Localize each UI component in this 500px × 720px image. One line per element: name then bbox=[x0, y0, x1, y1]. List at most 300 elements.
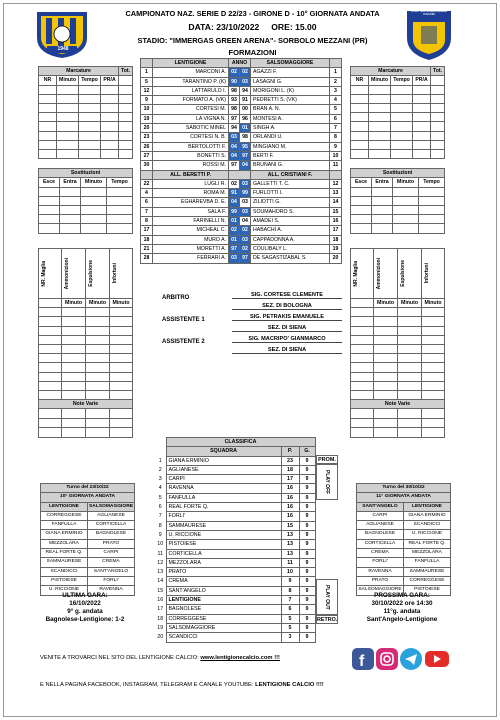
home-player-year: 04 bbox=[229, 151, 240, 160]
fixture-home: FORLI' bbox=[357, 558, 404, 567]
away-shirt-number: 19 bbox=[330, 244, 342, 253]
blank-cell bbox=[391, 131, 413, 140]
away-player-year: 02 bbox=[240, 226, 251, 235]
fixture-away: SCANDICCI bbox=[404, 521, 451, 530]
blank-cell bbox=[419, 196, 445, 205]
blank-cell bbox=[419, 215, 445, 224]
left-col-sost-tempo: Tempo bbox=[107, 178, 133, 187]
lineup-row bbox=[141, 68, 342, 77]
blank-row bbox=[39, 428, 133, 437]
ultima-gara-result: Bagnolese-Lentigione: 1-2 bbox=[45, 616, 125, 623]
standings-team: BAGNOLESE bbox=[166, 605, 281, 614]
fixture-away: PRATO bbox=[88, 539, 135, 548]
turno-right-away: LENTIGIONE bbox=[404, 502, 451, 511]
blank-cell bbox=[62, 428, 86, 437]
blank-cell bbox=[86, 363, 110, 372]
standings-row bbox=[155, 475, 315, 484]
home-shirt-number: 5 bbox=[141, 77, 153, 86]
blank-cell bbox=[351, 390, 374, 399]
blank-cell bbox=[110, 345, 133, 354]
blank-cell bbox=[351, 103, 369, 112]
blank-cell bbox=[39, 122, 57, 131]
facebook-icon[interactable] bbox=[352, 648, 374, 670]
standings-row bbox=[155, 503, 315, 512]
blank-row bbox=[351, 390, 445, 399]
home-player-year: 99 bbox=[229, 207, 240, 216]
blank-row bbox=[39, 390, 133, 399]
home-player-year: 98 bbox=[229, 86, 240, 95]
blank-cell bbox=[398, 372, 422, 381]
blank-cell bbox=[351, 345, 374, 354]
standings-points: 16 bbox=[281, 512, 299, 521]
blank-cell bbox=[351, 317, 374, 326]
lineup-row bbox=[141, 179, 342, 188]
blank-cell bbox=[351, 149, 369, 158]
blank-cell bbox=[351, 140, 369, 149]
blank-cell bbox=[374, 381, 398, 390]
blank-cell bbox=[431, 85, 445, 94]
blank-cell bbox=[62, 354, 86, 363]
blank-row bbox=[39, 224, 133, 233]
blank-cell bbox=[57, 122, 79, 131]
blank-cell bbox=[372, 196, 393, 205]
blank-cell bbox=[351, 187, 372, 196]
header-date: DATA: 23/10/2022 ORE: 15.00 bbox=[188, 22, 317, 32]
footer-text: VENITE A TROVARCI NEL SITO DEL LENTIGIONE CALCIO: bbox=[40, 655, 201, 661]
logo-left-text: LENTIGIONE CALCIO bbox=[43, 7, 83, 11]
lineup-row bbox=[141, 207, 342, 216]
away-player-name: MORIGONI L. (K) bbox=[251, 86, 330, 95]
fixture-row bbox=[357, 539, 451, 548]
blank-row bbox=[39, 409, 133, 418]
away-shirt-number: 15 bbox=[330, 207, 342, 216]
coach-row bbox=[141, 170, 342, 179]
lineup-row bbox=[141, 124, 342, 133]
lineup-row bbox=[141, 198, 342, 207]
away-player-name: AGAZZI F. bbox=[251, 68, 330, 77]
fixture-away: GIANA ERMINIO bbox=[404, 511, 451, 520]
blank-cell bbox=[110, 409, 133, 418]
blank-cell bbox=[422, 372, 445, 381]
footer-line2 bbox=[40, 682, 324, 688]
fixture-home: GIANA ERMINIO bbox=[41, 530, 88, 539]
blank-cell bbox=[374, 345, 398, 354]
fixture-home: PRATO bbox=[357, 576, 404, 585]
standings-games: 9 bbox=[299, 549, 315, 558]
blank-cell bbox=[39, 131, 57, 140]
blank-cell bbox=[393, 187, 419, 196]
standings-team: PISTOIESE bbox=[166, 540, 281, 549]
left-col-tempo: Tempo bbox=[79, 76, 101, 85]
blank-row bbox=[39, 205, 133, 214]
standings-games: 9 bbox=[299, 475, 315, 484]
blank-cell bbox=[119, 131, 133, 140]
blank-row bbox=[39, 140, 133, 149]
turno-left-title: Turno del 23/10/22 bbox=[41, 484, 135, 493]
blank-cell bbox=[86, 409, 110, 418]
fixture-away: CORREGGESE bbox=[404, 576, 451, 585]
svg-text:f: f bbox=[359, 653, 365, 670]
standings-team: MEZZOLARA bbox=[166, 558, 281, 567]
blank-row bbox=[39, 103, 133, 112]
standings-games: 9 bbox=[299, 530, 315, 539]
standings-row bbox=[155, 577, 315, 586]
blank-cell bbox=[422, 345, 445, 354]
right-col-espulsione: Espulsione bbox=[400, 260, 406, 287]
blank-cell bbox=[57, 103, 79, 112]
prossima-gara-block bbox=[346, 592, 458, 624]
blank-cell bbox=[86, 381, 110, 390]
blank-cell bbox=[391, 149, 413, 158]
away-shirt-number: 16 bbox=[330, 217, 342, 226]
blank-cell bbox=[374, 326, 398, 335]
fixture-away: CREMA bbox=[88, 558, 135, 567]
left-discipline-table bbox=[38, 248, 133, 438]
blank-cell bbox=[39, 308, 62, 317]
blank-cell bbox=[351, 335, 374, 344]
blank-row bbox=[39, 317, 133, 326]
standings-games: 9 bbox=[299, 512, 315, 521]
home-player-name: TARANTINO P. (K) bbox=[153, 77, 229, 86]
standings-points: 10 bbox=[281, 568, 299, 577]
blank-cell bbox=[86, 308, 110, 317]
blank-cell bbox=[57, 113, 79, 122]
lineup-row bbox=[141, 189, 342, 198]
fixture-row bbox=[41, 530, 135, 539]
blank-cell bbox=[110, 317, 133, 326]
ultima-gara-giornata: 9° g. andata bbox=[67, 608, 103, 615]
blank-cell bbox=[101, 131, 119, 140]
away-player-name: HABACHI A. bbox=[251, 226, 330, 235]
left-minuto-c: Minuto bbox=[110, 299, 133, 308]
header-formazioni: FORMAZIONI bbox=[228, 48, 277, 57]
left-col-pra: PR/A bbox=[101, 76, 119, 85]
away-player-year: 01 bbox=[240, 124, 251, 133]
arbitro-label: ARBITRO bbox=[162, 295, 190, 301]
fixture-row bbox=[41, 549, 135, 558]
blank-cell bbox=[81, 224, 107, 233]
standings-points: 5 bbox=[281, 623, 299, 632]
left-col-ammonizioni: Ammonizioni bbox=[64, 257, 70, 290]
blank-row bbox=[351, 196, 445, 205]
fixture-away: CARPI bbox=[88, 549, 135, 558]
standings-row bbox=[155, 484, 315, 493]
fixture-home: CARPI bbox=[357, 511, 404, 520]
away-player-year: 03 bbox=[240, 77, 251, 86]
blank-cell bbox=[60, 205, 81, 214]
blank-cell bbox=[422, 354, 445, 363]
blank-cell bbox=[119, 140, 133, 149]
home-player-name: MARCONI A. bbox=[153, 68, 229, 77]
blank-cell bbox=[79, 131, 101, 140]
blank-row bbox=[351, 205, 445, 214]
turno-left-sub: 10° GIORNATA ANDATA bbox=[41, 493, 135, 502]
blank-row bbox=[39, 215, 133, 224]
lineup-row bbox=[141, 226, 342, 235]
blank-cell bbox=[39, 224, 60, 233]
blank-cell bbox=[431, 149, 445, 158]
home-player-name: EGHAREVBA D. E. bbox=[153, 198, 229, 207]
blank-cell bbox=[413, 131, 431, 140]
home-shirt-number: 8 bbox=[141, 217, 153, 226]
standings-points: 8 bbox=[281, 586, 299, 595]
blank-cell bbox=[86, 335, 110, 344]
home-player-year: 04 bbox=[229, 198, 240, 207]
left-sostituzioni-label: Sostituzioni bbox=[39, 169, 133, 178]
blank-cell bbox=[413, 103, 431, 112]
away-shirt-number: 6 bbox=[330, 114, 342, 123]
youtube-icon[interactable] bbox=[424, 648, 450, 670]
blank-cell bbox=[107, 215, 133, 224]
blank-cell bbox=[107, 187, 133, 196]
right-col-minuto: Minuto bbox=[369, 76, 391, 85]
home-player-year: 93 bbox=[229, 96, 240, 105]
arbitro-name: SIG. CORTESE CLEMENTE bbox=[232, 292, 342, 299]
blank-cell bbox=[110, 326, 133, 335]
blank-row bbox=[351, 140, 445, 149]
left-subs-table bbox=[38, 168, 133, 234]
standings-points: 23 bbox=[281, 456, 299, 465]
blank-cell bbox=[119, 122, 133, 131]
fixture-away: RAVENNA bbox=[88, 586, 135, 595]
fixture-away: AGLIANESE bbox=[88, 511, 135, 520]
blank-cell bbox=[372, 205, 393, 214]
home-shirt-number: 18 bbox=[141, 235, 153, 244]
lineup-row bbox=[141, 105, 342, 114]
standings-games: 9 bbox=[299, 577, 315, 586]
blank-row bbox=[351, 326, 445, 335]
blank-cell bbox=[351, 215, 372, 224]
blank-cell bbox=[413, 149, 431, 158]
home-shirt-number: 6 bbox=[141, 198, 153, 207]
standings-games: 9 bbox=[299, 465, 315, 474]
fixture-away: MEZZOLARA bbox=[404, 549, 451, 558]
left-minuto-b: Minuto bbox=[86, 299, 110, 308]
blank-row bbox=[351, 149, 445, 158]
blank-cell bbox=[62, 418, 86, 427]
standings-games: 9 bbox=[299, 540, 315, 549]
right-col-nr: NR bbox=[351, 76, 369, 85]
fixture-row bbox=[41, 558, 135, 567]
standings-position: 20 bbox=[157, 634, 164, 641]
home-player-year: 91 bbox=[229, 189, 240, 198]
blank-cell bbox=[62, 326, 86, 335]
away-player-year: 91 bbox=[240, 96, 251, 105]
assistente1-sezione: SEZ. DI SIENA bbox=[232, 325, 342, 332]
fixture-home: SAMMAURESE bbox=[41, 558, 88, 567]
standings-position: 17 bbox=[157, 606, 164, 613]
blank-cell bbox=[39, 140, 57, 149]
away-shirt-number: 9 bbox=[330, 142, 342, 151]
standings-position: 13 bbox=[157, 569, 164, 576]
blank-row bbox=[351, 187, 445, 196]
home-shirt-number: 21 bbox=[141, 244, 153, 253]
right-col-esce: Esce bbox=[351, 178, 372, 187]
blank-cell bbox=[110, 335, 133, 344]
blank-cell bbox=[81, 215, 107, 224]
blank-cell bbox=[431, 103, 445, 112]
blank-cell bbox=[39, 85, 57, 94]
blank-cell bbox=[60, 196, 81, 205]
fixture-home: CREMA bbox=[357, 549, 404, 558]
blank-cell bbox=[398, 390, 422, 399]
blank-cell bbox=[39, 354, 62, 363]
fixture-row bbox=[41, 539, 135, 548]
away-player-year: 99 bbox=[240, 189, 251, 198]
band-retrocessione: RETRO. bbox=[317, 617, 338, 623]
header-stadium: STADIO: "IMMERGAS GREEN ARENA"- SORBOLO MEZZANI (PR) bbox=[137, 36, 368, 45]
right-col-ammonizioni: Ammonizioni bbox=[376, 257, 382, 290]
standings-position: 18 bbox=[157, 615, 164, 622]
fixture-home: SCANDICCI bbox=[41, 567, 88, 576]
blank-cell bbox=[110, 428, 133, 437]
blank-cell bbox=[86, 345, 110, 354]
blank-row bbox=[351, 122, 445, 131]
standings-row bbox=[155, 605, 315, 614]
blank-cell bbox=[351, 94, 369, 103]
blank-cell bbox=[351, 381, 374, 390]
standings-position: 14 bbox=[157, 578, 164, 585]
blank-cell bbox=[39, 326, 62, 335]
blank-row bbox=[39, 326, 133, 335]
left-scorers-table bbox=[38, 66, 133, 159]
blank-cell bbox=[101, 103, 119, 112]
blank-row bbox=[351, 363, 445, 372]
blank-cell bbox=[60, 187, 81, 196]
away-shirt-number: 3 bbox=[330, 86, 342, 95]
blank-cell bbox=[369, 140, 391, 149]
blank-cell bbox=[79, 113, 101, 122]
blank-row bbox=[351, 345, 445, 354]
fixture-home: CORTICELLA bbox=[357, 539, 404, 548]
blank-cell bbox=[39, 94, 57, 103]
home-player-name: CORTESI M. bbox=[153, 105, 229, 114]
blank-cell bbox=[39, 428, 62, 437]
blank-cell bbox=[81, 205, 107, 214]
fixture-row bbox=[357, 530, 451, 539]
blank-cell bbox=[62, 363, 86, 372]
blank-cell bbox=[351, 428, 374, 437]
standings-points: 7 bbox=[281, 596, 299, 605]
telegram-icon[interactable] bbox=[400, 648, 422, 670]
blank-row bbox=[39, 85, 133, 94]
blank-cell bbox=[79, 149, 101, 158]
away-player-year: 03 bbox=[240, 198, 251, 207]
blank-row bbox=[39, 354, 133, 363]
blank-cell bbox=[119, 103, 133, 112]
blank-cell bbox=[62, 381, 86, 390]
turno-right-table bbox=[356, 483, 451, 596]
fixture-row bbox=[41, 567, 135, 576]
assistente2-sezione: SEZ. DI SIENA bbox=[232, 347, 342, 354]
blank-cell bbox=[60, 215, 81, 224]
blank-cell bbox=[86, 372, 110, 381]
right-col-pra: PR/A bbox=[413, 76, 431, 85]
blank-cell bbox=[57, 131, 79, 140]
blank-row bbox=[351, 224, 445, 233]
home-player-name: LATTARULO I. bbox=[153, 86, 229, 95]
website-link[interactable]: www.lentigionecalcio.com !!! bbox=[200, 655, 280, 661]
fixture-away: REAL FORTE Q. bbox=[404, 539, 451, 548]
officials-block bbox=[152, 292, 348, 358]
standings-position: 3 bbox=[158, 476, 162, 483]
blank-cell bbox=[398, 409, 422, 418]
blank-cell bbox=[62, 308, 86, 317]
left-col-infortuni: Infortuni bbox=[112, 263, 118, 284]
blank-cell bbox=[110, 308, 133, 317]
away-shirt-number: 11 bbox=[330, 161, 342, 170]
blank-row bbox=[351, 308, 445, 317]
fixture-away: FANFULLA bbox=[404, 558, 451, 567]
home-player-name: FERRARI A. bbox=[153, 254, 229, 263]
blank-row bbox=[39, 372, 133, 381]
lineup-row bbox=[141, 217, 342, 226]
blank-cell bbox=[62, 372, 86, 381]
home-player-year: 97 bbox=[229, 114, 240, 123]
blank-cell bbox=[79, 140, 101, 149]
standings-position: 4 bbox=[158, 485, 162, 492]
standings-position: 9 bbox=[158, 531, 162, 538]
ultima-gara-title: ULTIMA GARA: bbox=[62, 592, 108, 599]
blank-cell bbox=[374, 428, 398, 437]
left-col-nr-maglia: NR. Maglia bbox=[41, 260, 47, 287]
blank-cell bbox=[422, 409, 445, 418]
away-team-header: SALSOMAGGIORE bbox=[251, 59, 330, 68]
ultima-gara-block bbox=[30, 592, 140, 624]
assistente1-name: SIG. PETRAKIS EMANUELE bbox=[232, 314, 342, 321]
blank-cell bbox=[110, 381, 133, 390]
blank-cell bbox=[393, 196, 419, 205]
home-shirt-number: 23 bbox=[141, 133, 153, 142]
home-player-name: BONETTI S. bbox=[153, 151, 229, 160]
away-player-name: MONTESI A. bbox=[251, 114, 330, 123]
away-player-name: CAPPADONNA A. bbox=[251, 235, 330, 244]
table-cell bbox=[330, 170, 342, 179]
away-player-year: 02 bbox=[240, 244, 251, 253]
prossima-gara-giornata: 11°g. andata bbox=[383, 608, 421, 615]
standings-games: 9 bbox=[299, 568, 315, 577]
home-player-year: 01 bbox=[229, 235, 240, 244]
away-player-name: LASAGNI G. bbox=[251, 77, 330, 86]
blank-cell bbox=[62, 409, 86, 418]
home-shirt-number: 30 bbox=[141, 161, 153, 170]
standings-points: 3 bbox=[281, 633, 299, 642]
fixture-home: CORREGGESE bbox=[41, 511, 88, 520]
home-player-name: MORETTI A. bbox=[153, 244, 229, 253]
standings-team: SALSOMAGGIORE bbox=[166, 623, 281, 632]
blank-cell bbox=[391, 85, 413, 94]
instagram-icon[interactable] bbox=[376, 648, 398, 670]
lineup-row bbox=[141, 77, 342, 86]
right-col-nr-maglia: NR. Maglia bbox=[353, 260, 359, 287]
blank-cell bbox=[391, 103, 413, 112]
standings-games: 9 bbox=[299, 605, 315, 614]
standings-games: 9 bbox=[299, 503, 315, 512]
blank-cell bbox=[86, 418, 110, 427]
blank-cell bbox=[374, 418, 398, 427]
blank-cell bbox=[107, 205, 133, 214]
blank-cell bbox=[369, 122, 391, 131]
lentigione-logo bbox=[33, 8, 91, 60]
standings-games: 9 bbox=[299, 623, 315, 632]
standings-team: CORREGGESE bbox=[166, 614, 281, 623]
away-shirt-number: 8 bbox=[330, 133, 342, 142]
blank-cell bbox=[39, 409, 62, 418]
blank-cell bbox=[431, 94, 445, 103]
standings-points: 18 bbox=[281, 465, 299, 474]
standings-col-g: G. bbox=[299, 447, 315, 456]
standings-team: LENTIGIONE bbox=[166, 596, 281, 605]
